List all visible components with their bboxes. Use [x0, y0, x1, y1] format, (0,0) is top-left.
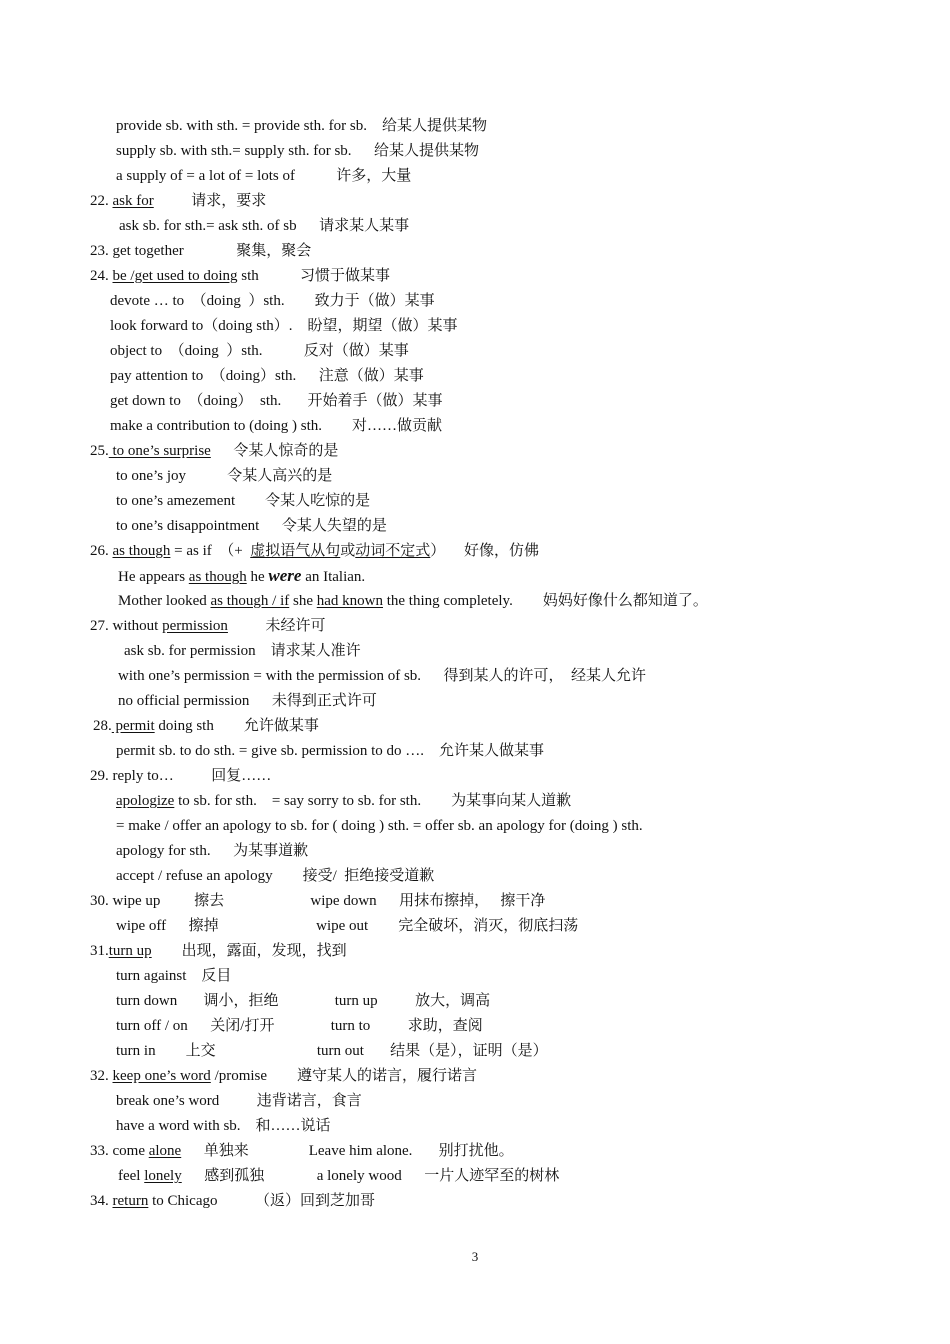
entry-line: turn off / on 关闭/打开 turn to 求助，查阅	[116, 1018, 483, 1034]
entry-line: make a contribution to (doing ) sth. 对……做贡献	[110, 418, 443, 434]
entry-heading-34: 34. return to Chicago （返）回到芝加哥	[90, 1193, 375, 1209]
entry-heading-32: 32. keep one’s word /promise 遵守某人的诺言，履行诺言	[90, 1068, 478, 1084]
entry-heading-25: 25. to one’s surprise 令某人惊奇的是	[90, 443, 339, 459]
entry-line: have a word with sb. 和……说话	[116, 1118, 331, 1134]
entry-line: accept / refuse an apology 接受/ 拒绝接受道歉	[116, 868, 435, 884]
entry-line: provide sb. with sth. = provide sth. for sb. 给某人提供某物	[116, 118, 487, 134]
entry-line: pay attention to （doing）sth. 注意（做）某事	[110, 368, 424, 384]
entry-line: permit sb. to do sth. = give sb. permission to do …. 允许某人做某事	[116, 743, 545, 759]
entry-line: turn down 调小，拒绝 turn up 放大，调高	[116, 993, 491, 1009]
entry-line: apologize to sb. for sth. = say sorry to sb. for sth. 为某事向某人道歉	[116, 793, 572, 809]
entry-line: supply sb. with sth.= supply sth. for sb. 给某人提供某物	[116, 143, 480, 159]
entry-heading-29: 29. reply to… 回复……	[90, 768, 272, 784]
entry-line: devote … to （doing ）sth. 致力于（做）某事	[110, 293, 435, 309]
entry-line: object to （doing ）sth. 反对（做）某事	[110, 343, 409, 359]
entry-line: a supply of = a lot of = lots of 许多，大量	[116, 168, 412, 184]
page-number: 3	[471, 1249, 479, 1264]
entry-line: He appears as though he were an Italian.	[118, 566, 366, 585]
entry-line: with one’s permission = with the permission of sb. 得到某人的许可， 经某人允许	[118, 668, 647, 684]
entry-heading-31: 31.turn up 出现，露面，发现，找到	[90, 943, 347, 959]
entry-line: apology for sth. 为某事道歉	[116, 843, 309, 859]
entry-line: = make / offer an apology to sb. for ( doing ) sth. = offer sb. an apology for (doing ) sth.	[116, 818, 643, 834]
entry-line: turn in 上交 turn out 结果（是），证明（是）	[116, 1043, 548, 1059]
entry-line: to one’s amezement 令某人吃惊的是	[116, 493, 371, 509]
entry-line: to one’s joy 令某人高兴的是	[116, 468, 333, 484]
entry-line: wipe off 擦掉 wipe out 完全破坏，消灭，彻底扫荡	[116, 918, 579, 934]
entry-line: Mother looked as though / if she had known the thing completely. 妈妈好像什么都知道了。	[118, 593, 708, 609]
entry-heading-26: 26. as though = as if （+ 虚拟语气从句或动词不定式） 好像，仿佛	[90, 543, 540, 559]
entry-heading-30: 30. wipe up 擦去 wipe down 用抹布擦掉， 擦干净	[90, 893, 546, 909]
entry-line: break one’s word 违背诺言，食言	[116, 1093, 362, 1109]
entry-heading-28: 28. permit doing sth 允许做某事	[93, 718, 319, 734]
entry-heading-24: 24. be /get used to doing sth 习惯于做某事	[90, 268, 390, 284]
entry-heading-22: 22. ask for 请求，要求	[90, 193, 267, 209]
entry-heading-27: 27. without permission 未经许可	[90, 618, 326, 634]
entry-heading-23: 23. get together 聚集，聚会	[90, 243, 312, 259]
entry-line: feel lonely 感到孤独 a lonely wood 一片人迹罕至的树林	[118, 1168, 560, 1184]
entry-line: ask sb. for permission 请求某人准许	[124, 643, 361, 659]
entry-line: no official permission 未得到正式许可	[118, 693, 377, 709]
entry-line: look forward to（doing sth）. 盼望，期望（做）某事	[110, 318, 458, 334]
entry-line: turn against 反目	[116, 968, 232, 984]
entry-line: ask sb. for sth.= ask sth. of sb 请求某人某事	[119, 218, 410, 234]
entry-line: to one’s disappointment 令某人失望的是	[116, 518, 387, 534]
entry-heading-33: 33. come alone 单独来 Leave him alone. 别打扰他。	[90, 1143, 514, 1159]
entry-line: get down to （doing） sth. 开始着手（做）某事	[110, 393, 443, 409]
